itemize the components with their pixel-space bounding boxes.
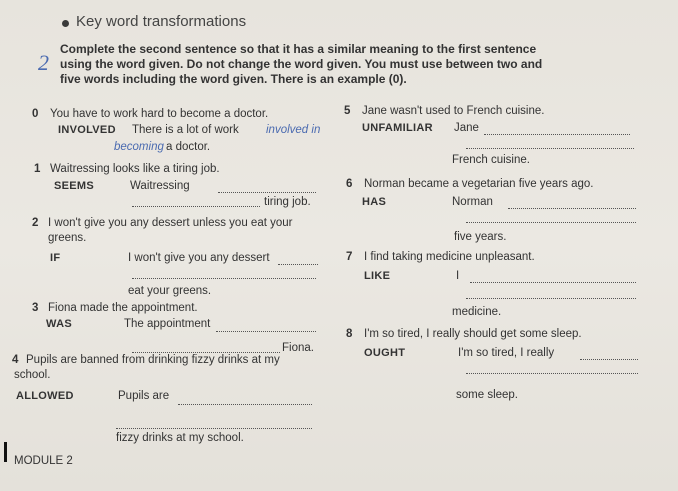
item-2-answer-line-2[interactable] <box>132 278 316 279</box>
item-8-line1: I'm so tired, I really <box>458 347 555 359</box>
item-2-keyword: IF <box>50 252 61 264</box>
item-6-keyword: HAS <box>362 196 387 208</box>
item-0-end: a doctor. <box>166 141 211 153</box>
item-7-answer-line-1[interactable] <box>470 282 636 283</box>
item-3-number: 3 <box>32 302 39 314</box>
item-8-keyword: OUGHT <box>364 347 406 359</box>
item-1-number: 1 <box>34 163 41 175</box>
item-6-answer-line-1[interactable] <box>508 208 636 209</box>
item-1-sentence: Waitressing looks like a tiring job. <box>50 163 220 175</box>
item-4-answer-line-1[interactable] <box>178 404 312 405</box>
item-3-answer-line-2[interactable] <box>132 352 280 353</box>
item-4-sentence-1: Pupils are banned from drinking fizzy drinks at my <box>26 354 280 366</box>
item-8-sentence: I'm so tired, I really should get some sleep. <box>364 328 582 340</box>
item-4-number: 4 <box>12 354 19 366</box>
item-6-answer-line-2[interactable] <box>466 222 636 223</box>
item-7-sentence: I find taking medicine unpleasant. <box>364 251 535 263</box>
item-3-keyword: WAS <box>46 318 72 330</box>
item-3-answer-line-1[interactable] <box>216 331 316 332</box>
item-7-end: medicine. <box>452 306 502 318</box>
item-6-number: 6 <box>346 178 353 190</box>
item-8-end: some sleep. <box>456 389 519 401</box>
item-5-keyword: UNFAMILIAR <box>362 122 433 134</box>
item-0-line1: There is a lot of work <box>132 124 239 136</box>
section-heading: Key word transformations <box>76 13 247 30</box>
item-5-answer-line-1[interactable] <box>484 134 630 135</box>
item-5-end: French cuisine. <box>452 154 530 166</box>
instructions-line-1: Complete the second sentence so that it has a similar meaning to the first sentence <box>60 42 537 56</box>
page-edge-marker <box>4 442 7 462</box>
item-4-line1: Pupils are <box>118 390 170 402</box>
item-0-answer-2: becoming <box>114 141 164 153</box>
item-7-number: 7 <box>346 251 353 263</box>
item-8-answer-line-1[interactable] <box>580 359 638 360</box>
item-3-end: Fiona. <box>282 342 314 354</box>
item-6-sentence: Norman became a vegetarian five years ago. <box>364 178 594 190</box>
item-2-answer-line-1[interactable] <box>278 264 318 265</box>
item-4-keyword: ALLOWED <box>16 390 74 402</box>
item-2-line1: I won't give you any dessert <box>128 252 270 264</box>
item-2-sentence-2: greens. <box>48 232 87 244</box>
item-4-end: fizzy drinks at my school. <box>116 432 244 444</box>
item-1-answer-line-1[interactable] <box>218 192 316 193</box>
item-2-end: eat your greens. <box>128 285 212 297</box>
item-2-sentence-1: I won't give you any dessert unless you eat your <box>48 217 293 229</box>
item-3-sentence: Fiona made the appointment. <box>48 302 198 314</box>
item-7-answer-line-2[interactable] <box>466 298 636 299</box>
item-1-answer-line-2[interactable] <box>132 206 260 207</box>
item-0-number: 0 <box>32 108 39 120</box>
item-0-sentence: You have to work hard to become a doctor. <box>50 108 269 120</box>
item-6-end: five years. <box>454 231 507 243</box>
item-2-number: 2 <box>32 217 39 229</box>
module-label: MODULE 2 <box>14 455 73 467</box>
item-0-answer-1: involved in <box>266 124 321 136</box>
item-7-keyword: LIKE <box>364 270 391 282</box>
item-5-answer-line-2[interactable] <box>466 148 634 149</box>
item-1-end: tiring job. <box>264 196 311 208</box>
item-7-line1: I <box>456 270 460 282</box>
task-number: 2 <box>38 50 49 75</box>
item-0-keyword: INVOLVED <box>58 124 116 136</box>
item-1-keyword: SEEMS <box>54 180 95 192</box>
item-4-sentence-2: school. <box>14 369 51 381</box>
item-1-line1: Waitressing <box>130 180 190 192</box>
item-6-line1: Norman <box>452 196 493 208</box>
heading-bullet <box>62 20 69 27</box>
item-5-sentence: Jane wasn't used to French cuisine. <box>362 105 545 117</box>
instructions-line-3: five words including the word given. There is an example (0). <box>60 72 407 86</box>
item-3-line1: The appointment <box>124 318 211 330</box>
item-4-answer-line-2[interactable] <box>116 428 312 429</box>
item-5-number: 5 <box>344 105 351 117</box>
item-8-number: 8 <box>346 328 353 340</box>
item-8-answer-line-2[interactable] <box>466 373 638 374</box>
instructions-line-2: using the word given. Do not change the word given. You must use between two and <box>60 57 543 71</box>
item-5-line1: Jane <box>454 122 479 134</box>
